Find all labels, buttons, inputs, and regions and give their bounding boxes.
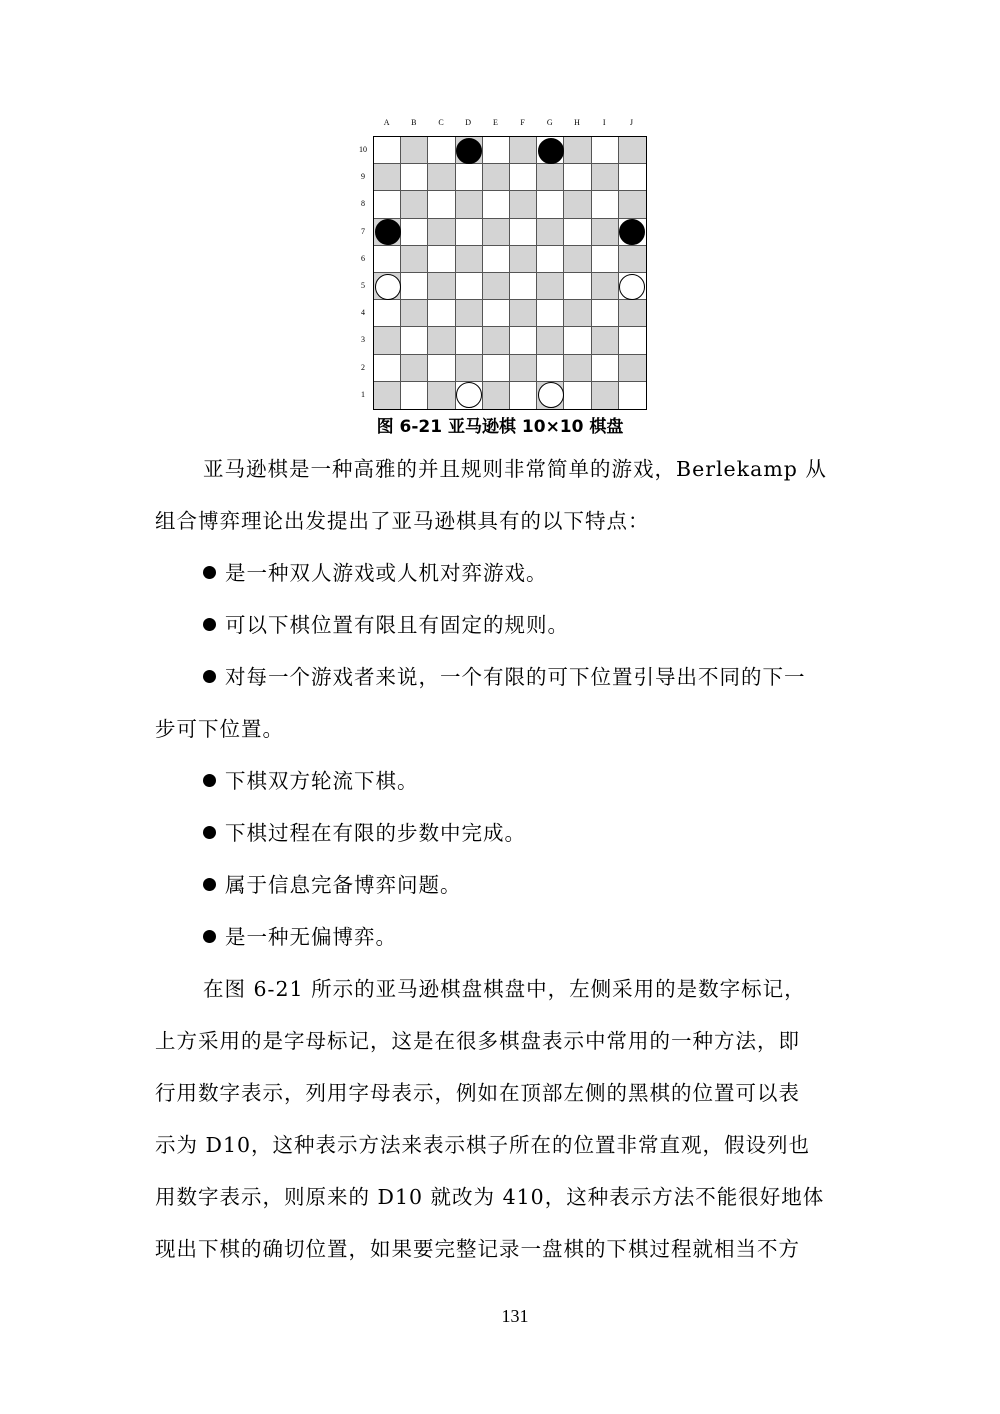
column-label-j: J <box>629 118 633 127</box>
board-square-c6 <box>428 246 455 273</box>
board-square-f10 <box>510 137 537 164</box>
board-square-g3 <box>537 327 564 354</box>
paragraph-2-line-4: 示为 D10，这种表示方法来表示棋子所在的位置非常直观，假设列也 <box>155 1133 811 1157</box>
board-square-i10 <box>592 137 619 164</box>
board-square-j3 <box>619 327 646 354</box>
page-number: 131 <box>501 1306 529 1326</box>
paragraph-1-line-2: 组合博弈理论出发提出了亚马逊棋具有的以下特点： <box>155 509 650 533</box>
black-piece-g10 <box>538 138 564 164</box>
board-square-e5 <box>483 273 510 300</box>
board-square-d5 <box>456 273 483 300</box>
row-label-10: 10 <box>359 145 367 154</box>
board-square-h5 <box>564 273 591 300</box>
board-square-f4 <box>510 300 537 327</box>
board-square-i4 <box>592 300 619 327</box>
board-square-c1 <box>428 382 455 409</box>
column-label-g: G <box>546 118 553 127</box>
bullet-item-1 <box>203 556 903 586</box>
chess-board <box>373 136 647 410</box>
bullet-item-7 <box>203 920 903 950</box>
bullet-text: 下棋过程在有限的步数中完成。 <box>225 821 526 845</box>
board-square-f7 <box>510 219 537 246</box>
bullet-text: 可以下棋位置有限且有固定的规则。 <box>225 613 569 637</box>
bullet-dot-icon <box>203 774 216 787</box>
board-square-h4 <box>564 300 591 327</box>
board-square-a4 <box>374 300 401 327</box>
row-label-2: 2 <box>361 362 365 372</box>
board-square-c3 <box>428 327 455 354</box>
board-square-h7 <box>564 219 591 246</box>
board-square-f8 <box>510 191 537 218</box>
board-square-d4 <box>456 300 483 327</box>
bullet-item-3-continued: 步可下位置。 <box>155 717 284 741</box>
board-square-b7 <box>401 219 428 246</box>
board-square-i5 <box>592 273 619 300</box>
black-piece-d10 <box>456 138 482 164</box>
board-square-h8 <box>564 191 591 218</box>
board-square-e1 <box>483 382 510 409</box>
board-square-h9 <box>564 164 591 191</box>
board-square-h3 <box>564 327 591 354</box>
column-label-h: H <box>574 118 580 127</box>
board-square-f9 <box>510 164 537 191</box>
column-label-e: E <box>492 118 498 127</box>
board-square-c5 <box>428 273 455 300</box>
bullet-text: 下棋双方轮流下棋。 <box>225 769 419 793</box>
board-square-d9 <box>456 164 483 191</box>
paragraph-2-line-1: 在图 6-21 所示的亚马逊棋盘棋盘中，左侧采用的是数字标记， <box>203 977 806 1001</box>
board-square-c2 <box>428 355 455 382</box>
board-square-i7 <box>592 219 619 246</box>
row-label-8: 8 <box>361 199 365 209</box>
paragraph-2-line-5: 用数字表示，则原来的 D10 就改为 410，这种表示方法不能很好地体 <box>155 1185 825 1209</box>
board-square-f5 <box>510 273 537 300</box>
board-square-d7 <box>456 219 483 246</box>
board-square-a3 <box>374 327 401 354</box>
board-square-d8 <box>456 191 483 218</box>
board-square-c9 <box>428 164 455 191</box>
board-square-b9 <box>401 164 428 191</box>
board-square-e8 <box>483 191 510 218</box>
bullet-item-2 <box>203 608 903 638</box>
paragraph-1-line-1: 亚马逊棋是一种高雅的并且规则非常简单的游戏，Berlekamp 从 <box>203 457 827 481</box>
figure-caption: 图 6-21 亚马逊棋 10×10 棋盘 <box>376 417 624 437</box>
white-piece-a5 <box>375 274 401 300</box>
column-label-i: I <box>602 118 606 127</box>
paragraph-2-line-2: 上方采用的是字母标记，这是在很多棋盘表示中常用的一种方法，即 <box>155 1029 800 1053</box>
board-square-h6 <box>564 246 591 273</box>
bullet-text: 属于信息完备博弈问题。 <box>225 873 462 897</box>
board-square-g2 <box>537 355 564 382</box>
board-square-a6 <box>374 246 401 273</box>
column-label-d: D <box>465 118 472 127</box>
board-square-j2 <box>619 355 646 382</box>
board-square-b8 <box>401 191 428 218</box>
board-square-j4 <box>619 300 646 327</box>
row-label-6: 6 <box>361 253 365 263</box>
board-square-b5 <box>401 273 428 300</box>
board-square-a10 <box>374 137 401 164</box>
board-square-e10 <box>483 137 510 164</box>
board-square-i8 <box>592 191 619 218</box>
bullet-dot-icon <box>203 930 216 943</box>
board-square-j9 <box>619 164 646 191</box>
board-square-j10 <box>619 137 646 164</box>
board-square-b3 <box>401 327 428 354</box>
board-square-e7 <box>483 219 510 246</box>
board-square-j6 <box>619 246 646 273</box>
row-label-1: 1 <box>361 389 365 399</box>
board-square-c4 <box>428 300 455 327</box>
paragraph-2-line-3: 行用数字表示，列用字母表示，例如在顶部左侧的黑棋的位置可以表 <box>155 1081 800 1105</box>
board-square-g5 <box>537 273 564 300</box>
bullet-dot-icon <box>203 618 216 631</box>
board-square-g4 <box>537 300 564 327</box>
black-piece-a7 <box>375 219 401 245</box>
board-square-d3 <box>456 327 483 354</box>
board-square-h2 <box>564 355 591 382</box>
column-label-a: A <box>383 118 390 127</box>
bullet-dot-icon <box>203 826 216 839</box>
column-label-f: F <box>520 118 525 127</box>
board-square-f6 <box>510 246 537 273</box>
bullet-dot-icon <box>203 878 216 891</box>
bullet-dot-icon <box>203 670 216 683</box>
bullet-item-4 <box>203 764 903 794</box>
column-label-b: B <box>411 118 417 127</box>
board-square-c7 <box>428 219 455 246</box>
bullet-text: 是一种无偏博弈。 <box>225 925 397 949</box>
board-square-i9 <box>592 164 619 191</box>
board-square-d2 <box>456 355 483 382</box>
board-square-f1 <box>510 382 537 409</box>
board-square-g7 <box>537 219 564 246</box>
board-square-b1 <box>401 382 428 409</box>
board-square-b2 <box>401 355 428 382</box>
board-square-c10 <box>428 137 455 164</box>
paragraph-2-line-6: 现出下棋的确切位置，如果要完整记录一盘棋的下棋过程就相当不方 <box>155 1237 800 1261</box>
board-square-i2 <box>592 355 619 382</box>
board-square-e6 <box>483 246 510 273</box>
row-label-7: 7 <box>361 226 365 236</box>
board-square-g9 <box>537 164 564 191</box>
board-square-f3 <box>510 327 537 354</box>
board-square-e2 <box>483 355 510 382</box>
column-label-c: C <box>438 118 444 127</box>
bullet-text: 是一种双人游戏或人机对弈游戏。 <box>225 561 548 585</box>
row-labels <box>355 136 371 409</box>
row-label-5: 5 <box>361 281 365 290</box>
board-square-h10 <box>564 137 591 164</box>
bullet-text: 对每一个游戏者来说，一个有限的可下位置引导出不同的下一 <box>225 665 806 689</box>
board-square-g8 <box>537 191 564 218</box>
board-square-j8 <box>619 191 646 218</box>
board-square-g6 <box>537 246 564 273</box>
amazons-board-figure <box>355 118 655 413</box>
board-square-i6 <box>592 246 619 273</box>
bullet-item-5 <box>203 816 903 846</box>
board-square-a8 <box>374 191 401 218</box>
board-square-c8 <box>428 191 455 218</box>
board-square-h1 <box>564 382 591 409</box>
column-labels <box>373 118 646 132</box>
board-square-b4 <box>401 300 428 327</box>
board-square-e9 <box>483 164 510 191</box>
board-square-e4 <box>483 300 510 327</box>
board-square-a1 <box>374 382 401 409</box>
row-label-9: 9 <box>361 172 365 182</box>
board-square-b10 <box>401 137 428 164</box>
row-label-3: 3 <box>361 335 365 345</box>
board-square-i1 <box>592 382 619 409</box>
bullet-dot-icon <box>203 566 216 579</box>
board-square-f2 <box>510 355 537 382</box>
board-square-e3 <box>483 327 510 354</box>
board-square-a9 <box>374 164 401 191</box>
bullet-item-3 <box>203 660 903 690</box>
row-label-4: 4 <box>361 308 365 318</box>
board-square-i3 <box>592 327 619 354</box>
board-square-a2 <box>374 355 401 382</box>
board-square-b6 <box>401 246 428 273</box>
bullet-item-6 <box>203 868 903 898</box>
board-square-j1 <box>619 382 646 409</box>
white-piece-j5 <box>619 274 645 300</box>
board-square-d6 <box>456 246 483 273</box>
